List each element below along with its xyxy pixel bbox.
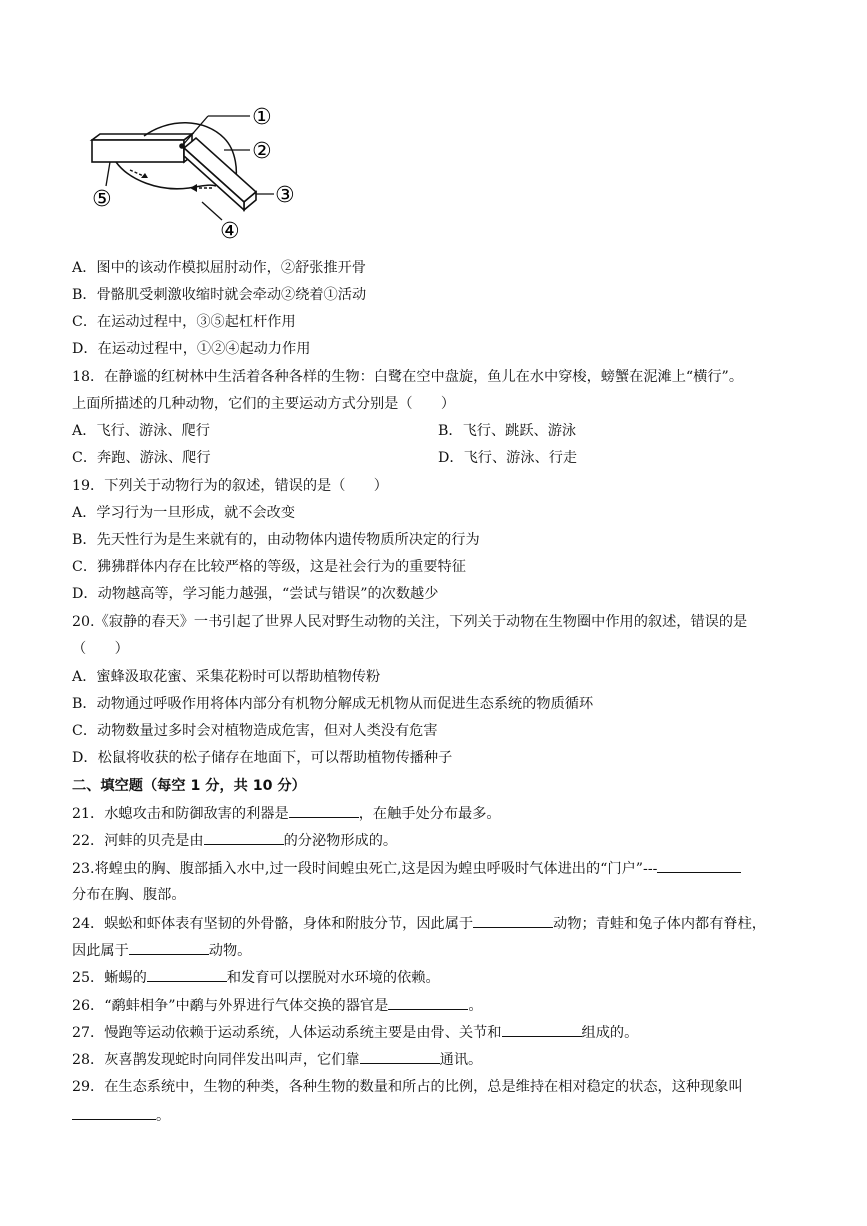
q28-text-b: 通讯。	[439, 1052, 483, 1068]
q26-answer-blank	[388, 995, 468, 1010]
leader-line-4	[202, 202, 222, 220]
q20-option-d: D．松鼠将收获的松子储存在地面下，可以帮助植物传播种子	[72, 750, 453, 766]
q24-line2	[72, 940, 251, 961]
q21-text-b: ，在触手处分布最多。	[358, 806, 501, 822]
figure-label-3: ③	[275, 183, 295, 208]
q20-option-a: A．蜜蜂汲取花蜜、采集花粉时可以帮助植物传粉	[72, 669, 381, 685]
q23-line1	[72, 858, 741, 879]
q18-option-c: C．奔跑、游泳、爬行	[72, 450, 211, 466]
q18-option-d: D．飞行、游泳、行走	[438, 450, 578, 466]
q22-answer-blank	[204, 830, 284, 845]
q24-text-d: 动物。	[208, 943, 252, 959]
q18-stem-line2: 上面所描述的几种动物，它们的主要运动方式分别是（ ）	[72, 396, 456, 412]
q19-stem: 19．下列关于动物行为的叙述，错误的是（ ）	[72, 478, 388, 494]
q27-line	[72, 1022, 638, 1043]
q28-answer-blank	[360, 1049, 440, 1064]
q26-text-a: 26．“鹬蚌相争”中鹬与外界进行气体交换的器官是	[72, 998, 389, 1014]
q22-text-a: 22．河蚌的贝壳是由	[72, 833, 204, 849]
q26-text-b: 。	[468, 998, 483, 1014]
q29-line1: 29．在生态系统中，生物的种类，各种生物的数量和所占的比例，总是维持在相对稳定的状态，这种现象叫	[72, 1079, 743, 1095]
q17-option-b: B．骨骼肌受刺激收缩时就会牵动②绕着①活动	[72, 287, 367, 303]
figure-label-4: ④	[220, 219, 240, 244]
q24-text-c: 因此属于	[72, 943, 129, 959]
figure-label-2: ②	[252, 139, 272, 164]
lower-bone-bar	[184, 138, 256, 210]
q20-stem-line1: 20.《寂静的春天》一书引起了世界人民对野生动物的关注，下列关于动物在生物圈中作用的叙述，错误的是	[72, 614, 748, 630]
q18-stem-line1: 18．在静谧的红树林中生活着各种各样的生物：白鹭在空中盘旋，鱼儿在水中穿梭，螃蟹在泥滩上“横行”。	[72, 369, 744, 385]
q21-line	[72, 803, 501, 824]
q25-text-a: 25．蜥蜴的	[72, 970, 147, 986]
q29-answer-blank	[72, 1105, 156, 1120]
q21-answer-blank	[289, 803, 359, 818]
q22-line	[72, 830, 397, 851]
q17-option-d: D．在运动过程中，①②④起动力作用	[72, 341, 311, 357]
q17-option-a: A．图中的该动作模拟屈肘动作，②舒张推开骨	[72, 260, 366, 276]
q22-text-b: 的分泌物形成的。	[283, 833, 398, 849]
q28-text-a: 28．灰喜鹊发现蛇时向同伴发出叫声，它们靠	[72, 1052, 360, 1068]
figure-label-1: ①	[252, 105, 272, 130]
q27-answer-blank	[502, 1022, 582, 1037]
leader-line-5	[106, 162, 110, 186]
section-2-heading: 二、填空题（每空 1 分，共 10 分）	[72, 778, 306, 794]
joint-model-diagram	[84, 100, 314, 245]
q25-line	[72, 967, 440, 988]
q19-option-b: B．先天性行为是生来就有的，由动物体内遗传物质所决定的行为	[72, 532, 480, 548]
q27-text-a: 27．慢跑等运动依赖于运动系统，人体运动系统主要是由骨、关节和	[72, 1025, 502, 1041]
q26-line	[72, 995, 483, 1016]
q21-text-a: 21．水螅攻击和防御敌害的利器是	[72, 806, 289, 822]
q24-line1	[72, 913, 766, 934]
q20-option-b: B．动物通过呼吸作用将体内部分有机物分解成无机物从而促进生态系统的物质循环	[72, 696, 594, 712]
q23-answer-blank	[657, 858, 741, 873]
q25-text-b: 和发育可以摆脱对水环境的依赖。	[226, 970, 440, 986]
q19-option-c: C．狒狒群体内存在比较严格的等级，这是社会行为的重要特征	[72, 559, 466, 575]
q20-option-c: C．动物数量过多时会对植物造成危害，但对人类没有危害	[72, 723, 438, 739]
q24-text-a: 24．蜈蚣和虾体表有坚韧的外骨骼，身体和附肢分节，因此属于	[72, 916, 474, 932]
q19-option-d: D．动物越高等，学习能力越强，“尝试与错误”的次数越少	[72, 586, 439, 602]
q24-text-b: 动物；青蛙和兔子体内都有脊柱，	[553, 916, 766, 932]
q23-line2: 分布在胸、腹部。	[72, 887, 186, 903]
q18-option-b: B．飞行、跳跃、游泳	[438, 423, 577, 439]
q28-line	[72, 1049, 482, 1070]
upper-bone-bar	[92, 134, 192, 162]
q20-stem-line2: （ ）	[72, 641, 129, 657]
q29-line2	[72, 1105, 170, 1126]
figure-label-5: ⑤	[92, 187, 112, 212]
q25-answer-blank	[147, 967, 227, 982]
q24-answer-blank-2	[129, 940, 209, 955]
q23-text-a: 23.将蝗虫的胸、腹部插入水中,过一段时间蝗虫死亡,这是因为蝗虫呼吸时气体进出的“门户”---	[72, 861, 658, 877]
q19-option-a: A．学习行为一旦形成，就不会改变	[72, 505, 296, 521]
q29-text-b: 。	[156, 1108, 171, 1124]
q27-text-b: 组成的。	[581, 1025, 639, 1041]
q18-option-a: A．飞行、游泳、爬行	[72, 423, 210, 439]
q17-option-c: C．在运动过程中，③⑤起杠杆作用	[72, 314, 296, 330]
q24-answer-blank-1	[473, 913, 553, 928]
